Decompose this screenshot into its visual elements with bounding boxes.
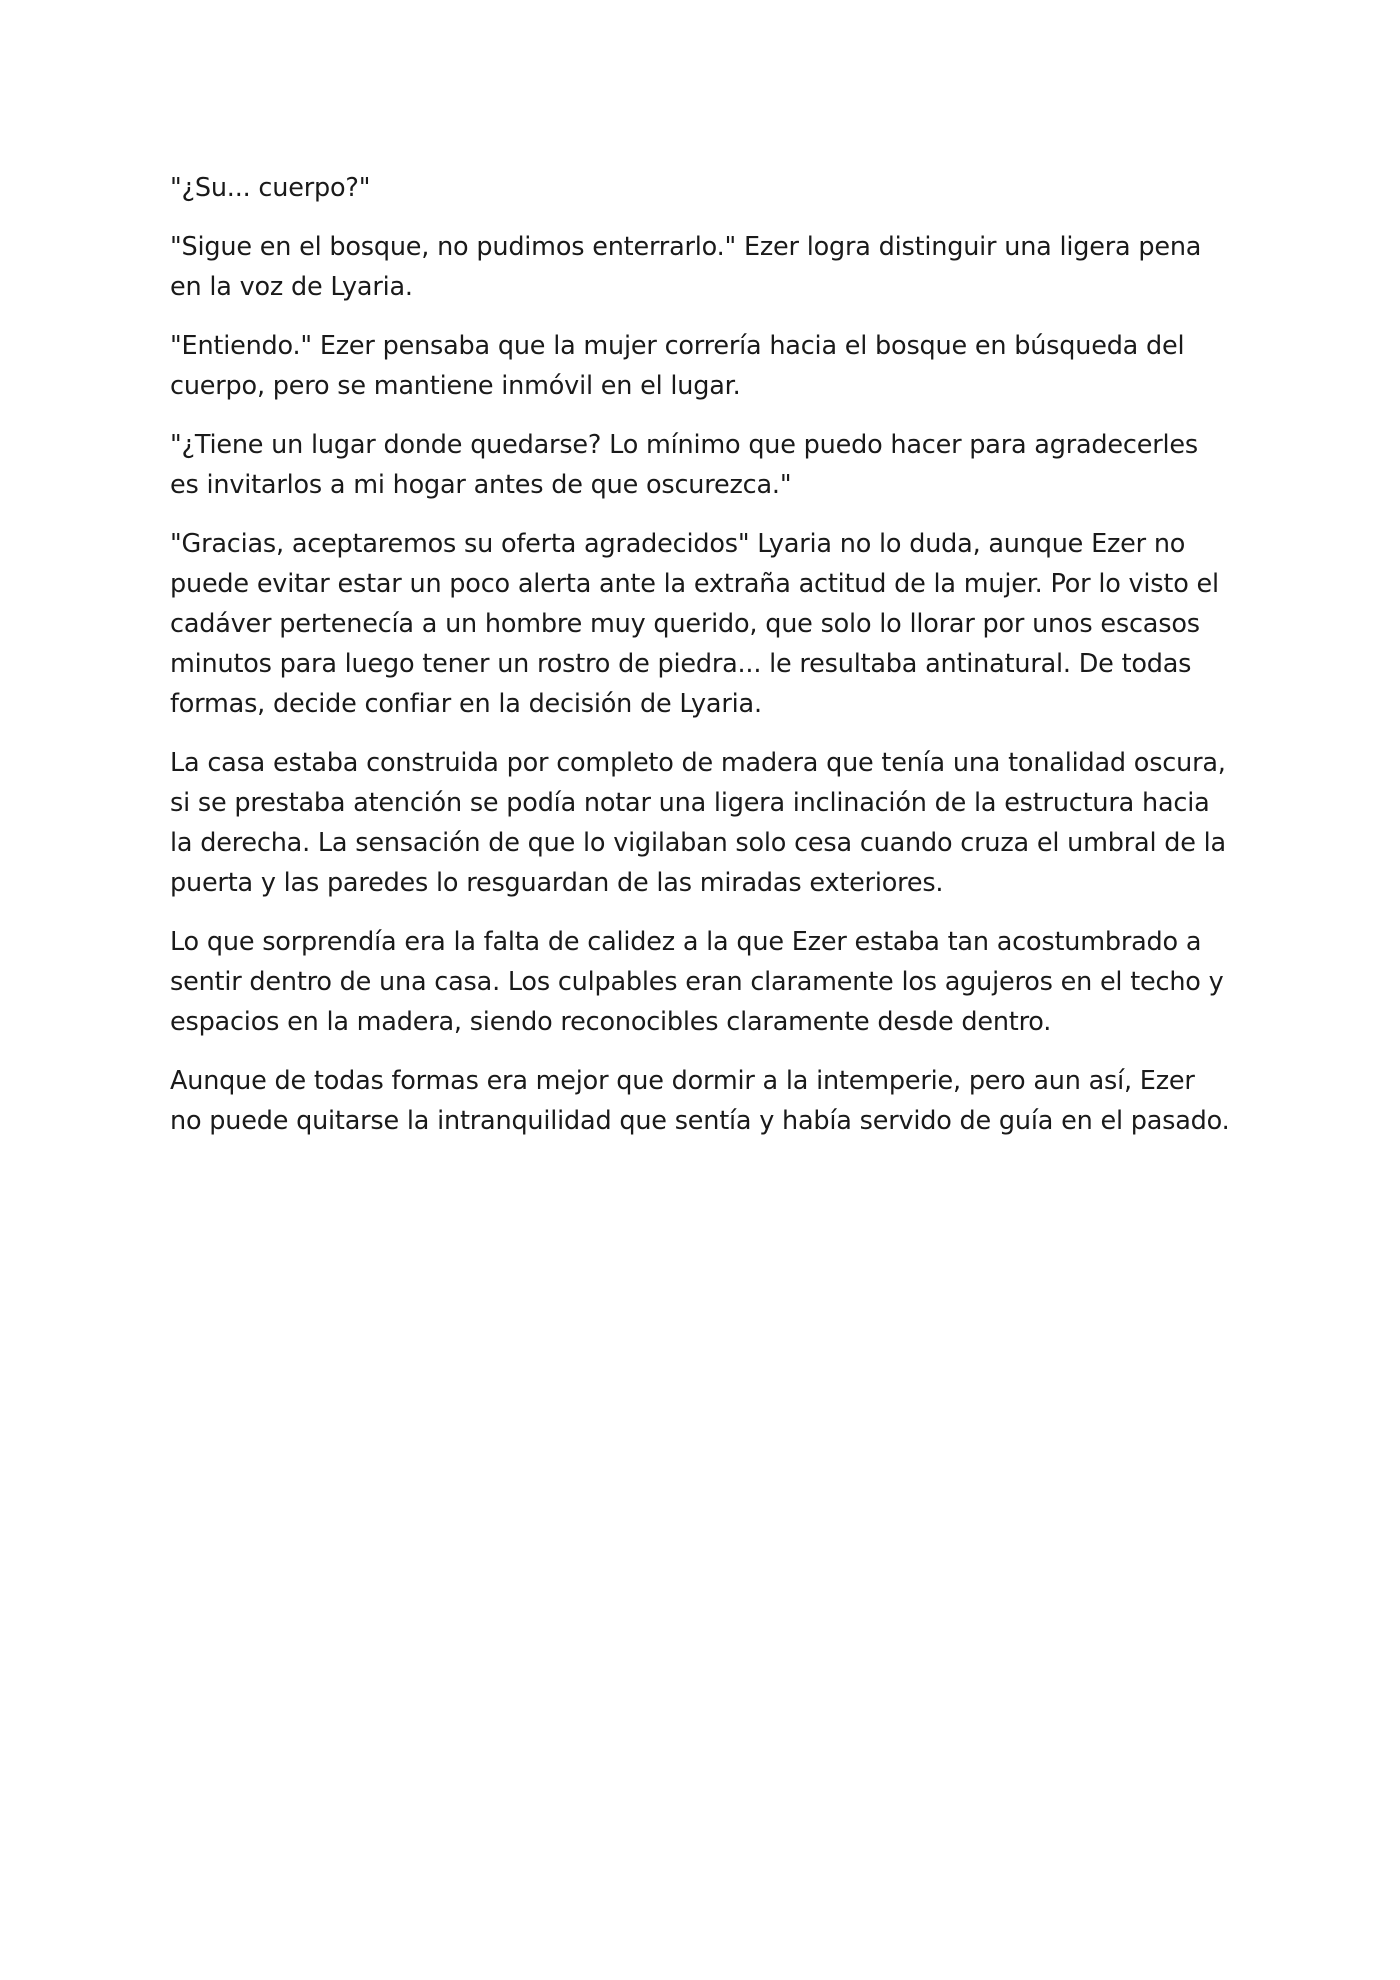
paragraph: "¿Su... cuerpo?": [170, 173, 371, 203]
paragraph: Lo que sorprendía era la falta de calidez a la que Ezer estaba tan acostumbrado a sentir dentro de una casa. Los culpables eran claramente los agujeros en el techo y espacios en la madera, siendo reconocibles claramente desde dentro.: [170, 927, 1224, 1037]
paragraph: "Entiendo." Ezer pensaba que la mujer correría hacia el bosque en búsqueda del cuerpo, pero se mantiene inmóvil en el lugar.: [170, 331, 1185, 401]
paragraph: Aunque de todas formas era mejor que dormir a la intemperie, pero aun así, Ezer no puede quitarse la intranquilidad que sentía y había servido de guía en el pasado.: [170, 1066, 1230, 1136]
paragraph: "¿Tiene un lugar donde quedarse? Lo mínimo que puedo hacer para agradecerles es invitarlos a mi hogar antes de que oscurezca.": [170, 430, 1198, 500]
paragraph: "Sigue en el bosque, no pudimos enterrarlo." Ezer logra distinguir una ligera pena en la voz de Lyaria.: [170, 232, 1202, 302]
document-body: [170, 168, 1230, 1160]
paragraph: "Gracias, aceptaremos su oferta agradecidos" Lyaria no lo duda, aunque Ezer no puede evitar estar un poco alerta ante la extraña actitud de la mujer. Por lo visto el cadáver pertenecía a un hombre muy querido, que solo lo llorar por unos escasos minutos para luego tener un rostro de piedra... le resultaba antinatural. De todas formas, decide confiar en la decisión de Lyaria.: [170, 529, 1219, 719]
paragraph: La casa estaba construida por completo de madera que tenía una tonalidad oscura, si se prestaba atención se podía notar una ligera inclinación de la estructura hacia la derecha. La sensación de que lo vigilaban solo cesa cuando cruza el umbral de la puerta y las paredes lo resguardan de las miradas exteriores.: [170, 748, 1226, 898]
